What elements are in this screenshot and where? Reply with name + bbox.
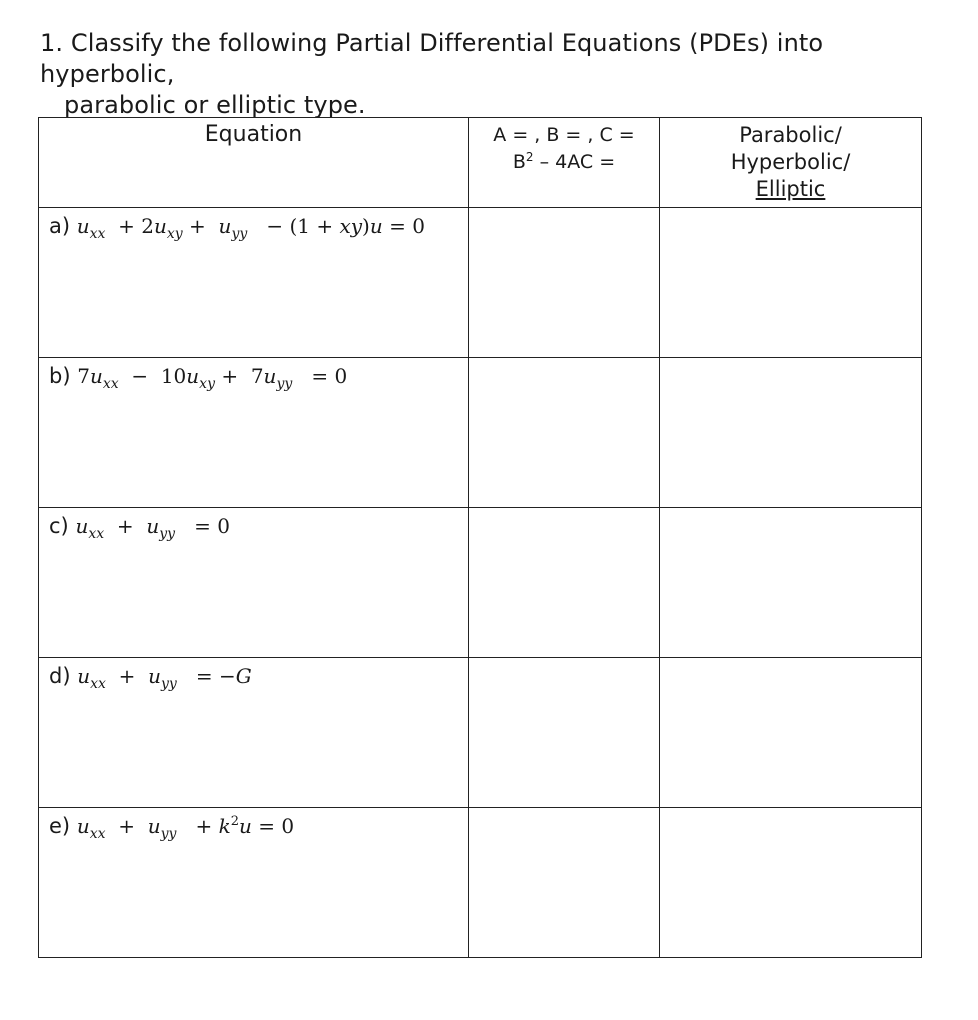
row-label: d) [49, 664, 71, 688]
classification-table [38, 117, 922, 958]
equation-e: $u_{xx} + u_{yy} + k^2u = 0$ [76, 814, 295, 842]
header-discriminant: $B^2 - 4AC$ = [512, 150, 616, 173]
header-type [660, 118, 922, 208]
header-coefficients [469, 118, 660, 208]
equation-a: $u_{xx} + 2u_{xy} + u_{yy} - (1 + xy)u = 0$ [76, 214, 425, 242]
coefficients-answer-cell[interactable] [469, 508, 660, 658]
table-row [39, 208, 922, 358]
question-line-1: Classify the following Partial Differential Equations (PDEs) into hyperbolic, [40, 29, 824, 88]
header-coefficients-line-1: A = , B = , C = [493, 124, 635, 146]
row-label: b) [49, 364, 71, 388]
type-answer-cell[interactable] [660, 358, 922, 508]
equation-c: $u_{xx} + u_{yy} = 0$ [75, 514, 230, 542]
coefficients-answer-cell[interactable] [469, 808, 660, 958]
header-type-line-2: Hyperbolic/ [730, 150, 851, 174]
table-row [39, 658, 922, 808]
coefficients-answer-cell[interactable] [469, 658, 660, 808]
header-row [39, 118, 922, 208]
equation-b: $7u_{xx} - 10u_{xy} + 7u_{yy} = 0$ [77, 364, 348, 392]
equation-d: $u_{xx} + u_{yy} = -G$ [77, 664, 252, 692]
type-answer-cell[interactable] [660, 658, 922, 808]
question-number: 1. [40, 29, 64, 57]
row-label: a) [49, 214, 71, 238]
table-row [39, 358, 922, 508]
equation-cell-b [39, 358, 469, 508]
type-answer-cell[interactable] [660, 808, 922, 958]
header-equation [39, 118, 469, 208]
header-type-line-3: Elliptic [755, 177, 826, 201]
type-answer-cell[interactable] [660, 508, 922, 658]
coefficients-answer-cell[interactable] [469, 208, 660, 358]
row-label: e) [49, 814, 71, 838]
table-row [39, 808, 922, 958]
question-line-2: parabolic or elliptic type. [64, 91, 366, 119]
row-label: c) [49, 514, 69, 538]
equation-cell-d [39, 658, 469, 808]
header-type-line-1: Parabolic/ [739, 123, 842, 147]
equation-cell-c [39, 508, 469, 658]
question-text [40, 28, 940, 121]
type-answer-cell[interactable] [660, 208, 922, 358]
equation-cell-a [39, 208, 469, 358]
table-row [39, 508, 922, 658]
equation-cell-e [39, 808, 469, 958]
coefficients-answer-cell[interactable] [469, 358, 660, 508]
header-equation-label: Equation [204, 122, 303, 147]
